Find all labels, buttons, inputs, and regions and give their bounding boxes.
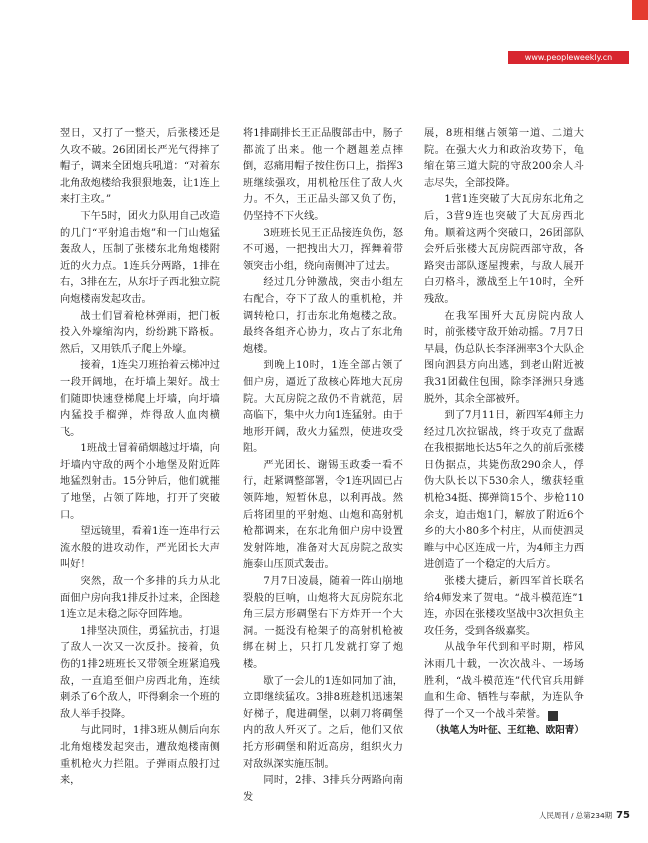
- paragraph: [60, 624, 220, 724]
- paragraph: [60, 574, 220, 624]
- paragraph-text: 同时，2排、3排兵分两路向南发: [243, 775, 403, 803]
- paragraph-text: 接着，1连尖刀班抬着云梯冲过一段开阔地，在圩墙上架好。战士们随即快速登梯爬上圩墙，向圩墙内猛投手榴弹，炸得敌人血肉横飞。: [60, 360, 220, 438]
- article-column-2: [243, 126, 403, 806]
- paragraph-text: 到了7月11日，新四军4师主力经过几次拉锯战，终于攻克了盘踞在我根据地长达5年之久的前后张楼日伪据点，共毙伤敌290余人，俘伪大队长以下530余人，缴获轻重机枪34挺、掷弹筒15个、步枪110余支，迫击炮1门，解放了附近6个乡的大小80多个村庄，从而使泗灵睢与中心区连成一片，为4师主力西进创造了一个稳定的大后方。: [424, 410, 584, 571]
- paragraph: [243, 674, 403, 774]
- page-footer: [488, 809, 630, 823]
- end-mark-icon: K: [548, 711, 558, 721]
- paragraph-text: 下午5时，团火力队用自己改造的几门“平射追击炮”和一门山炮猛轰敌人，压制了张楼东北角炮楼附近的火力点。1连兵分两路，1排在右，3排在左，从东圩子西北独立院向炮楼南发起攻击。: [60, 210, 220, 305]
- paragraph-text: 歇了一会儿的1连如同加了油，立即继续猛攻。3排8班趁机迅速架好梯子，爬进碉堡，以刺刀将碉堡内的敌人歼灭了。之后，他们又依托方形碉堡和附近高房，组织火力对敌纵深实施压制。: [243, 675, 403, 770]
- paragraph-text: 到晚上10时，1连全部占领了佃户房，逼近了敌核心阵地大瓦房院。大瓦房院之敌仍不肯就范，居高临下，集中火力向1连猛射。由于地形开阔，敌火力猛烈，使进攻受阻。: [243, 360, 403, 455]
- paragraph-text: 1班战士冒着硝烟越过圩墙，向圩墙内守敌的两个小地堡及附近阵地猛烈射击。15分钟后，他们就摧了地堡，占领了阵地，打开了突破口。: [60, 443, 220, 521]
- paragraph: [60, 524, 220, 574]
- paragraph: [60, 309, 220, 359]
- paragraph: [243, 358, 403, 458]
- paragraph-text: 3班班长见王正品接连负伤，怒不可遏，一把拽出大刀，挥舞着带领突击小组，绕向南侧冲了过去。: [243, 227, 403, 272]
- paragraph: [60, 209, 220, 309]
- paragraph-text: 战士们冒着枪林弹雨，把门板投入外壕缩沟内，纷纷跳下路板。然后，又用铁爪子爬上外壕。: [60, 310, 220, 355]
- paragraph: [424, 309, 584, 409]
- paragraph: [243, 275, 403, 358]
- paragraph-text: 望远镜里，看着1连一连串行云流水般的进攻动作，严光团长大声叫好！: [60, 526, 220, 571]
- paragraph: [243, 458, 403, 574]
- paragraph: [424, 574, 584, 640]
- paragraph-text: 与此同时，1排3班从侧后向东北角炮楼发起突击，遭敌炮楼南侧重机枪火力拦阻。子弹雨点般打过来，: [60, 725, 220, 787]
- paragraph-text: 将1排副排长王正品腹部击中，肠子都流了出来。他一个趔趄差点摔倒，忍痛用帽子按住伤口上，指挥3班继续强攻，用机枪压住了敌人火力。不久，王正品头部又负了伤，仍坚持不下火线。: [243, 128, 403, 222]
- paragraph: [424, 408, 584, 574]
- paragraph: [243, 226, 403, 276]
- article-column-1: [60, 126, 220, 806]
- article-column-3: [424, 126, 584, 806]
- paragraph-text: 经过几分钟激战，突击小组左右配合，夺下了敌人的重机枪，并调转枪口，打击东北角炮楼之敌。最终各组齐心协力，攻占了东北角炮楼。: [243, 277, 403, 355]
- page-number: 75: [616, 810, 630, 821]
- paragraph-text: 在我军围歼大瓦房院内敌人时，前张楼守敌开始动摇。7月7日早晨，伪总队长李泽洲率3个大队企图向泗县方向出逃，到老山附近被我31团截住包围，除李泽洲只身逃脱外，其余全部被歼。: [424, 310, 584, 405]
- paragraph: [424, 192, 584, 308]
- magazine-issue: 人民周刊 / 总第234期: [539, 811, 613, 820]
- paragraph-text: 张楼大捷后，新四军首长联名给4师发来了贺电。“战斗模范连”1连，亦因在张楼攻坚战中3次担负主攻任务，受到各级嘉奖。: [424, 576, 584, 637]
- paragraph-text: 展，8班相继占领第一道、二道大院。在强大火力和政治攻势下，龟缩在第三道大院的守敌200余人斗志尽失，全部投降。: [424, 128, 584, 189]
- paragraph-text: 1排坚决顶住，勇猛抗击，打退了敌人一次又一次反扑。接着，负伤的1排2班班长又带领全班紧追残敌，一直追至佃户房西北角，连续刺杀了6个敌人，吓得剩余一个班的敌人举手投降。: [60, 625, 220, 720]
- paragraph: [424, 640, 584, 723]
- paragraph: [243, 126, 403, 226]
- paragraph: [60, 723, 220, 789]
- author-byline: （执笔人为叶征、王红艳、欧阳青）: [430, 725, 584, 737]
- paragraph: [60, 441, 220, 524]
- paragraph: [60, 126, 220, 209]
- paragraph: [424, 126, 584, 192]
- corner-accent: [632, 0, 648, 20]
- paragraph-text: 突然，敌一个多排的兵力从北面佃户房向我1排反扑过来，企图趁1连立足未稳之际夺回阵地。: [60, 576, 220, 621]
- paragraph-text: 从战争年代到和平时期，栉风沐雨几十载，一次次战斗、一场场胜利，“战斗模范连”代代官兵用鲜血和生命、牺牲与奉献，为连队争得了一个又一个战斗荣誉。: [424, 642, 584, 720]
- paragraph-text: 翌日，又打了一整天，后张楼还是久攻不破。26团团长严光气得摔了帽子，调来全团炮兵吼道：“对着东北角敌炮楼给我狠狠地轰，让1连上来打主攻。”: [60, 128, 220, 206]
- paragraph: [243, 574, 403, 674]
- website-badge: www.peopleweekly.cn: [508, 51, 629, 64]
- top-bar: [0, 0, 648, 20]
- paragraph: [60, 358, 220, 441]
- paragraph-text: 严光团长、谢锡玉政委一看不行，赶紧调整部署，令1连巩固已占领阵地，短暂休息，以利再战。然后将团里的平射炮、山炮和高射机枪都调来，在东北角佃户房中设置发射阵地，准备对大瓦房院之敌实施泰山压顶式轰击。: [243, 459, 403, 571]
- paragraph: [243, 773, 403, 806]
- paragraph-text: 7月7日凌晨，随着一阵山崩地裂般的巨响，山炮将大瓦房院东北角三层方形碉堡右下方炸开一个大洞。一挺没有枪架子的高射机枪被绑在树上，只打几发就打穿了炮楼。: [243, 576, 403, 670]
- paragraph-text: 1营1连突破了大瓦房东北角之后，3营9连也突破了大瓦房西北角。顺着这两个突破口，26团部队会歼后张楼大瓦房院西部守敌，各路突击部队逐屋搜索，与敌人展开白刃格斗，激战至上午10时，全歼残敌。: [424, 194, 584, 305]
